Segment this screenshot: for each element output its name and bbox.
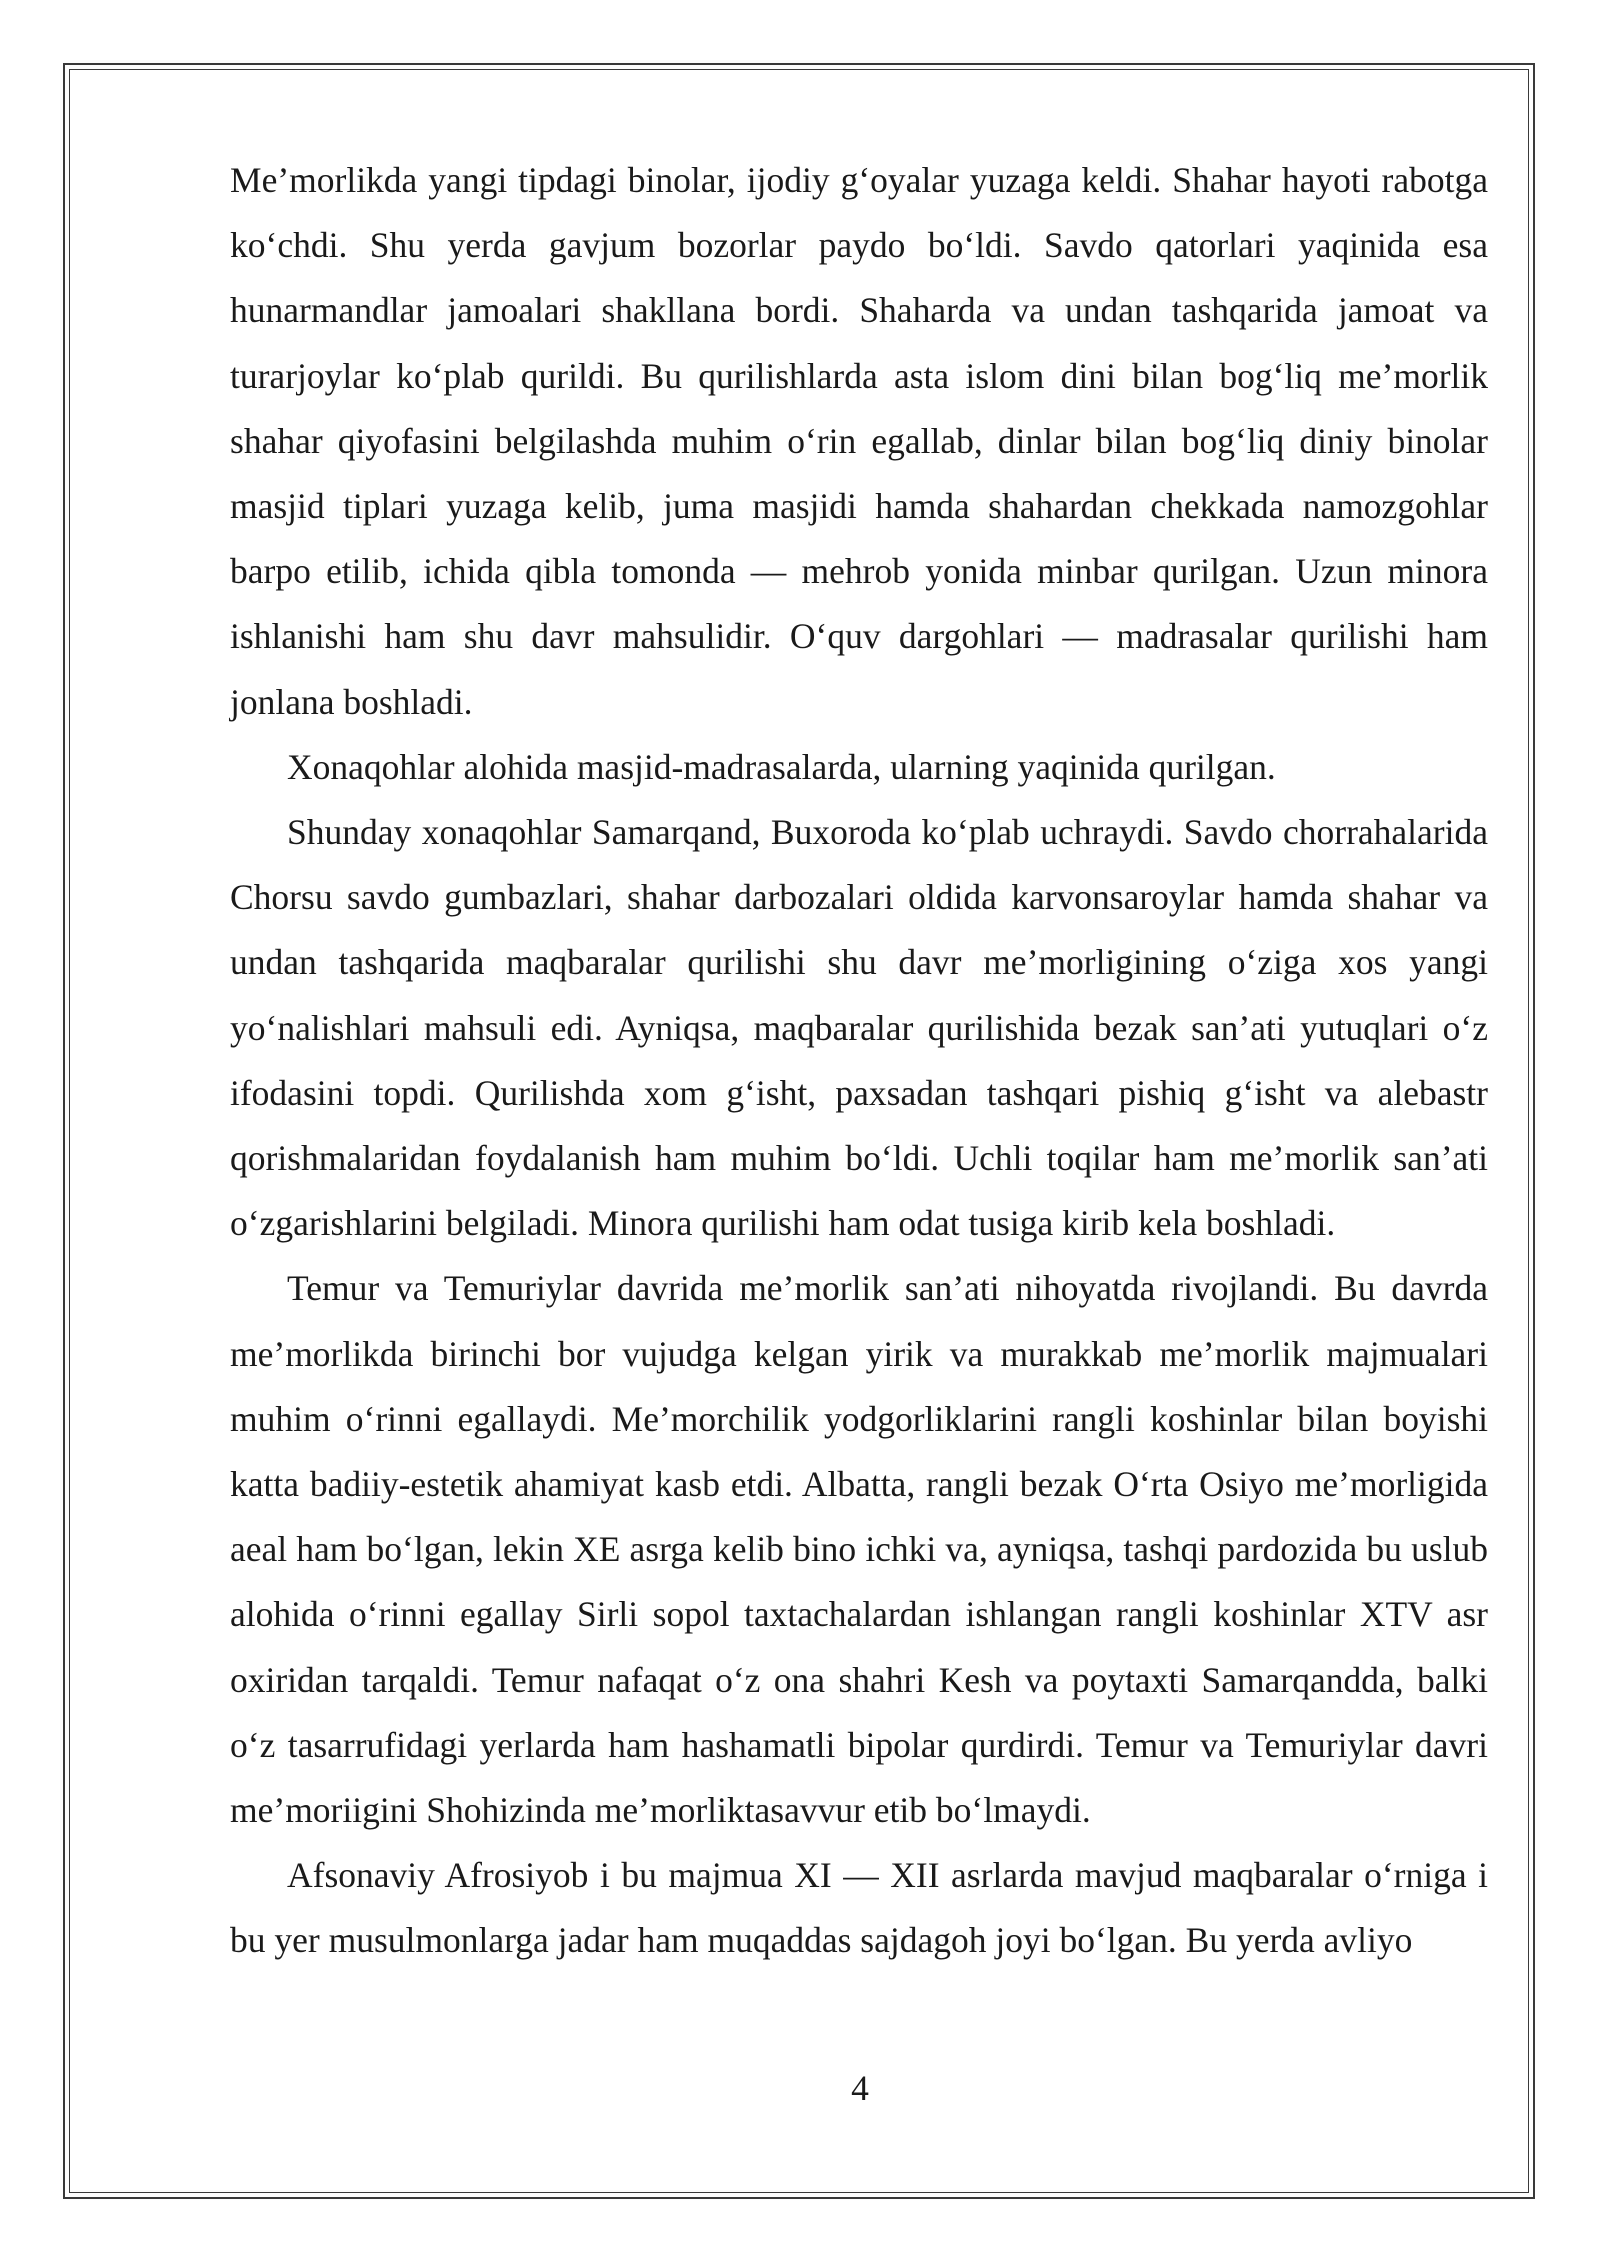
paragraph-3: Shunday xonaqohlar Samarqand, Buxoroda ko‘plab uchraydi. Savdo chorrahalarida Chorsu savdo gumbazlari, shahar darbozalari oldida karvonsaroylar hamda shahar va undan tashqarida maqbaralar qurilishi shu davr me’morligining o‘ziga xos yangi yo‘nalishlari mahsuli edi. Ayniqsa, maqbaralar qurilishida bezak san’ati yutuqlari o‘z ifodasini topdi. Qurilishda xom g‘isht, paxsadan tashqari pishiq g‘isht va alebastr qorishmalaridan foydalanish ham muhim bo‘ldi. Uchli toqilar ham me’morlik san’ati o‘zgarishlarini belgiladi. Minora qurilishi ham odat tusiga kirib kela boshladi. (230, 812, 1488, 1244)
paragraph-4: Temur va Temuriylar davrida me’morlik san’ati nihoyatda rivojlandi. Bu davrda me’morlikda birinchi bor vujudga kelgan yirik va murakkab me’morlik majmualari muhim o‘rinni egallaydi. Me’morchilik yodgorliklarini rangli koshinlar bilan boyishi katta badiiy-estetik ahamiyat kasb etdi. Albatta, rangli bezak O‘rta Osiyo me’morligida aeal ham bo‘lgan, lekin XE asrga kelib bino ichki va, ayniqsa, tashqi pardozida bu uslub alohida o‘rinni egallay Sirli sopol taxtachalardan ishlangan rangli koshinlar XTV asr oxiridan tarqaldi. Temur nafaqat o‘z ona shahri Kesh va poytaxti Samarqandda, balki o‘z tasarrufidagi yerlarda ham hashamatli bipolar qurdirdi. Temur va Temuriylar davri me’moriigini Shohizinda me’morliktasavvur etib bo‘lmaydi. (230, 1268, 1488, 1831)
paragraph-5: Afsonaviy Afrosiyob i bu majmua XI — XII asrlarda mavjud maqbaralar o‘rniga i bu yer musulmonlarga jadar ham muqaddas sajdagoh joyi bo‘lgan. Bu yerda avliyo (230, 1855, 1488, 1961)
document-body (230, 148, 1488, 1974)
paragraph-1: Me’morlikda yangi tipdagi binolar, ijodiy g‘oyalar yuzaga keldi. Shahar hayoti rabotga ko‘chdi. Shu yerda gavjum bozorlar paydo bo‘ldi. Savdo qatorlari yaqinida esa hunarmandlar jamoalari shakllana bordi. Shaharda va undan tashqarida jamoat va turarjoylar ko‘plab qurildi. Bu qurilishlarda asta islom dini bilan bog‘liq me’morlik shahar qiyofasini belgilashda muhim o‘rin egallab, dinlar bilan bog‘liq diniy binolar masjid tiplari yuzaga kelib, juma masjidi hamda shahardan chekkada namozgohlar barpo etilib, ichida qibla tomonda — mehrob yonida minbar qurilgan. Uzun minora ishlanishi ham shu davr mahsulidir. O‘quv dargohlari — madrasalar qurilishi ham jonlana boshladi. (230, 160, 1488, 722)
page-number: 4 (851, 2068, 869, 2108)
paragraph-2: Xonaqohlar alohida masjid-madrasalarda, ularning yaqinida qurilgan. (287, 746, 1276, 787)
